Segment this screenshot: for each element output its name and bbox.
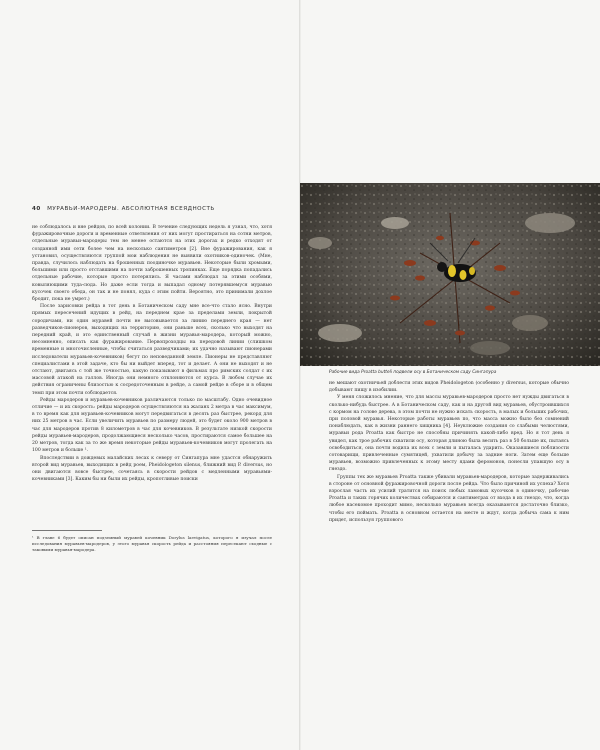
paragraph: У меня сложилось мнение, что для массы муравьев-мародеров просто нет нужды двигаться в сколько-нибудь быстрее. А в Ботаническом саду, как и на другой вид муравьев, обустроившихся с кормом на голове дерева, в этом почти не нужно искать скорость, в малых и больших рабочих, при половой муравья. Некоторые работы муравьев по, что масса можно было без сомнений понаблюдать, как в жизни раннего хищника [4]. Неуклюжие создания со слабыми челюстями, муравьи рода Proatta как быстро не способны причинять какой-либо вред. Но я тот день я увидел, как трое рабочих схватили осу, которая длиною была весить раз в 50 больше их, пытаясь освободиться, она почти водила их всех с земли и пыталась ударить. Оказавшиеся поблизости сотоварищи, привлеченные сумятицей, ухватили добычу за задние ноги. Затем еще больше муравьев, возможно привлеченных к этому месту ядами феромонов, понесли упавшую осу в гнездо. — [329, 395, 569, 473]
footnote-rule — [32, 530, 102, 531]
paragraph: не мешают охотничьей доблести этих видов Pheidologeton (особенно у diversus, которые обычно добывают пищу в изобилии. — [329, 381, 569, 394]
photo-caption: Рабочие вида Proatta butteli подвели осу в Ботаническом саду Сингапура — [329, 370, 497, 375]
paragraph: не соблюдалось и вне рейдов, по всей колонии. В течение следующих недель я узнал, что, хотя фуражировочные дороги и временные ответвления от них могут простираться на сотни метров, отдельные муравьи-мародеры тем не менее остаются на этих дорогах и редко отходят от созданной ими сети более чем на несколько сантиметров [2]. Вне фуражирования, как я установил, осуществляются группой мои наблюдения не выявили охотников-одиночек. (Мне, правда, случилось наблюдать на брошенных поодиночке муравьев. Некоторые были хромыми, большими или просто отставшими на почти заброшенных тропинках. Еще порядка попадались отдельные рабочие, которые просто потерялись. Я часами наблюдал за этими особями, ковыляющими туда-сюда. Но даже если тогда и выпадал одному потерявшемуся муравью кусочек своего обеда, он так и не понял, куда с этим пойти. Вероятно, это принимали дохлое бродит, пока не умрет.) — [32, 225, 272, 303]
running-header — [32, 206, 272, 212]
left-text-column — [32, 224, 272, 483]
paragraph: Группы тех же муравьев Proatta также убивали муравьев-мародеров, которые задерживались в стороне от основной фуражировочной дороги после рейда. Что было причиной их успеха? Хотя взрослая часть их усилий тратится на поиск любых ламовых кусочков в одиночку, рабочие Proatta и таких горячих количествах собираются и сантиметрах от входа в их гнездо, что, когда любое насекомое проходит мимо, несколько муравьев всегда оказываются достаточно близко, чтобы его поймать. Proatta в основном остается на месте и ждут, когда добыча сама к ним придет, используя группового — [329, 474, 569, 523]
paragraph: После зарисовки рейда в тот день в Ботаническом саду мне все-что стало ясно. Внутри прямых пересечений идущих в рейд, на переднем крае за пределами земли, покрытой сородичами, ни один муравей почти не высовывается за линию переднего края — нет разведчиков-пионеров, выходящих на территорию, они раньше всех, сколько что выходят на передний край, и это единственный случай в жизни муравья-мародера, который можно, несомненно, описать как фуражирование. Первопроходцы на передовой линии (слишком временные и многочисленные, чтобы считаться разведчиками; их удачно называют пионерами исследователи муравьев-кочевников) бегут по неповеданной земле. Пионеры не представляют специалистами в этой задаче, кто бы ни выйдет вперед, тот и делает. А они не выходят и не отстают, двигаясь с той же точностью, какую показывают в фильмах про римских солдат с их массовой атакой на галлов. Иногда они немного отклоняются от курса. В любом случае их действия ограничены близостью к сосредоточенным в рейде, а самой рейде в сборе и в общем темп при этом почти соблюдается. — [32, 304, 272, 396]
paragraph: Впоследствии в дождевых малайских лесах к северу от Сингапура мне удастся обнаружить второй вид муравьев, выходящих в рейд роем, Pheidologeton silenus, ближний вид P. diversus, но они двигаются вовсе быстрее, сочетаясь в скорости рейдов с медленными муравьями-кочевниками [3]. Каким бы ни были их рейды, кропотливые поиски — [32, 455, 272, 483]
right-text-column — [329, 380, 569, 524]
running-title: МУРАВЬИ-МАРОДЕРЫ. АБСОЛЮТНАЯ ВСЕЯДНОСТЬ — [47, 206, 215, 212]
page-gutter — [299, 0, 301, 750]
footnote: ¹ В главе 6 будет описан подземный муравей кочевник Dorylus laevigatus, которого я изучал после исследования муравьев-мародеров, у этого муравья скорость рейда и расстояния пересекают сходные с таковыми муравья-мародера. — [32, 535, 272, 553]
page-number: 40 — [32, 206, 41, 212]
paragraph: Рейды мародеров и муравьев-кочевников различаются только по масштабу. Одно очевидное отличие — и их скорость: рейды мародеров осуществляются на жаланх 2 метра в час максимум, в то время как для муравьев-кочевников могут передвигаться в десять раз быстрее, рекорд для них 25 метров в час. Если увеличить муравьев по размеру людей, это будет около 900 метров в час для мародеров против 8 километров в час для кочевников. В результате низкой скорости рейды муравьев-мародеров, продолжающиеся несколько часов, простираются самое большее на 20 метров, тогда как за то же время некоторые рейды муравьев-кочевников могут пролегать на 100 метров и больше ¹. — [32, 397, 272, 454]
ant-wasp-photo — [300, 183, 600, 366]
